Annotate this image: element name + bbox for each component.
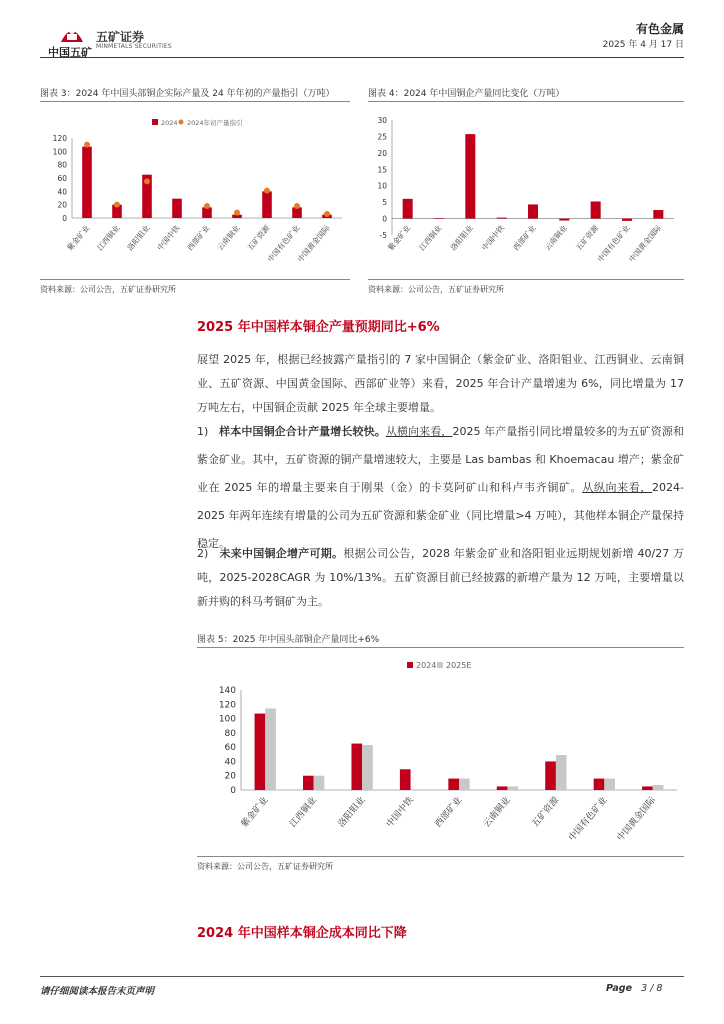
fig4-chart [368, 104, 684, 274]
bar-2024 [497, 786, 508, 790]
legend-swatch [179, 120, 184, 125]
category-label: 中国有色矿业 [567, 795, 610, 844]
category-label: 中国中铁 [155, 223, 182, 253]
fig5-source: 资料来源：公司公告，五矿证券研究所 [197, 862, 333, 871]
bar-2024 [303, 776, 314, 790]
point-1-horizontal-label: 从横向来看， [385, 425, 453, 438]
legend-swatch [437, 662, 443, 668]
category-label: 江西铜业 [417, 223, 444, 253]
y-tick-label: 100 [218, 714, 236, 725]
category-label: 中国黄金国际 [615, 795, 659, 844]
fig5-bottom-rule [197, 856, 684, 857]
guidance-dot [294, 203, 300, 209]
point-1-text-a: 2025 年产量指引同比增量较多的为五矿资源和紫金矿业。其中，五矿资源的铜产量增速较大，主要是 Las bambas 和 Khoemacau 增产；紫金矿业在 2025 年的增量主要来自于刚果（金）的卡莫阿矿山和科卢韦齐铜矿。 [197, 425, 684, 494]
guidance-dot [264, 188, 270, 194]
category-label: 西部矿业 [185, 223, 212, 253]
report-date: 2025 年 4 月 17 日 [602, 40, 684, 50]
legend-label: 2025E [446, 661, 472, 670]
fig4-caption: 图表 4：2024 年中国铜企产量同比变化（万吨） [368, 89, 565, 99]
category-label: 五矿资源 [530, 795, 562, 830]
bar-2024 [82, 147, 92, 218]
y-tick-label: 120 [218, 700, 236, 711]
category-label: 西部矿业 [511, 223, 538, 253]
bar-2025e [653, 785, 664, 790]
bar-2025e [556, 755, 567, 790]
y-tick-label: 140 [218, 686, 236, 696]
guidance-dot [204, 203, 210, 209]
guidance-dot [114, 202, 120, 208]
bar-2024 [448, 779, 459, 790]
bar-2024 [172, 199, 182, 218]
bar [497, 218, 507, 219]
category-label: 江西铜业 [95, 223, 122, 253]
point-1-vertical-label: 从纵向来看， [582, 481, 653, 494]
y-tick-label: 5 [382, 198, 387, 208]
fig3-bottom-rule [40, 279, 350, 280]
fig5-top-rule [197, 647, 684, 648]
bar [622, 219, 632, 221]
footer-page [606, 983, 662, 994]
guidance-dot [234, 210, 240, 216]
point-2-heading: 未来中国铜企增产可期。 [219, 547, 344, 560]
bar-2025e [459, 779, 470, 790]
bar-2024 [642, 786, 653, 790]
section1-intro: 展望 2025 年，根据已经披露产量指引的 7 家中国铜企（紫金矿业、洛阳钼业、江西铜业、云南铜业、五矿资源、中国黄金国际、西部矿业等）来看，2025 年合计产量增速为 6%，同比增量为 17 万吨左右，中国铜企贡献 2025 年全球主要增量。 [197, 353, 684, 414]
footer-page-number: 3 / 8 [641, 983, 663, 994]
point-1-text-b: 2024-2025 年两年连续有增量的公司为五矿资源和紫金矿业（同比增量>4 万吨），其他样本铜企产量保持稳定。 [197, 481, 684, 550]
point-1-heading: 样本中国铜企合计产量增长较快。 [219, 425, 386, 438]
bar-2024 [262, 191, 272, 218]
category-label: 云南铜业 [215, 223, 242, 253]
section-name: 有色金属 [635, 22, 684, 36]
category-label: 云南铜业 [481, 795, 513, 830]
brand-logo [58, 22, 86, 44]
point-2 [197, 542, 684, 614]
bar-2024 [400, 769, 411, 790]
legend-label: 2024 [161, 119, 178, 127]
fig3-source: 资料来源：公司公告，五矿证券研究所 [40, 285, 176, 294]
y-tick-label: 0 [230, 786, 236, 796]
footer-disclaimer: 请仔细阅读本报告末页声明 [40, 986, 155, 997]
footer-page-label: Page [606, 983, 633, 994]
footer-rule [40, 976, 684, 977]
fig3-chart [40, 104, 352, 274]
y-tick-label: 60 [57, 174, 67, 183]
y-tick-label: 0 [382, 214, 387, 224]
guidance-dot [324, 211, 330, 217]
fig3-top-rule [40, 101, 350, 102]
bar-2025e [265, 709, 276, 790]
parent-company: 中国五矿 [48, 46, 92, 59]
y-tick-label: 60 [224, 743, 236, 754]
category-label: 中国黄金国际 [295, 223, 332, 264]
fig4-bottom-rule [368, 279, 684, 280]
category-label: 中国有色矿业 [595, 223, 632, 264]
category-label: 五矿资源 [245, 223, 272, 253]
fig5-caption: 图表 5：2025 年中国头部铜企产量同比+6% [197, 635, 380, 645]
point-2-number: 2) [197, 547, 209, 560]
category-label: 五矿资源 [574, 223, 601, 253]
bar [403, 199, 413, 219]
section1-title: 2025 年中国样本铜企产量预期同比+6% [197, 320, 440, 335]
fig4-source: 资料来源：公司公告，五矿证券研究所 [368, 285, 504, 294]
y-tick-label: 0 [62, 214, 67, 223]
category-label: 江西铜业 [288, 795, 319, 830]
bar [591, 201, 601, 218]
bar [653, 210, 663, 219]
y-tick-label: 100 [52, 147, 67, 157]
point-1 [197, 418, 684, 558]
bar [434, 218, 444, 219]
category-label: 紫金矿业 [239, 795, 271, 830]
bar-2024 [545, 761, 556, 790]
y-tick-label: 25 [377, 132, 387, 142]
category-label: 中国有色矿业 [265, 223, 302, 264]
category-label: 紫金矿业 [65, 223, 92, 253]
category-label: 中国中铁 [480, 223, 507, 253]
fig3-caption: 图表 3：2024 年中国头部铜企实际产量及 24 年年初的产量指引（万吨） [40, 89, 335, 99]
bar [559, 219, 569, 221]
category-label: 洛阳钼业 [336, 795, 368, 830]
legend-label: 2024 [416, 661, 437, 670]
guidance-dot [144, 178, 150, 184]
category-label: 洛阳钼业 [125, 223, 152, 253]
bar-2024 [594, 779, 605, 790]
legend-label: 2024年初产量指引 [187, 119, 243, 127]
y-tick-label: 20 [377, 148, 387, 158]
y-tick-label: 80 [57, 160, 67, 170]
bar-2025e [314, 776, 325, 790]
minmetals-logo-icon [58, 22, 86, 44]
y-tick-label: -5 [379, 231, 387, 240]
category-label: 紫金矿业 [386, 223, 413, 253]
point-2-text: 根据公司公告，2028 年紫金矿业和洛阳钼业远期规划新增 40/27 万吨，2025-2028CAGR 为 10%/13%。五矿资源目前已经披露的新增产量为 12 万吨，主要增量以新并购的科马考铜矿为主。 [197, 547, 685, 608]
y-tick-label: 20 [57, 200, 67, 210]
category-label: 中国黄金国际 [627, 223, 663, 264]
category-label: 洛阳钼业 [448, 223, 475, 253]
bar-2024 [351, 744, 362, 790]
bar-2025e [362, 745, 373, 790]
fig5-chart [197, 652, 684, 852]
fig4-top-rule [368, 101, 684, 102]
point-1-number: 1) [197, 425, 209, 438]
y-tick-label: 30 [377, 116, 387, 125]
y-tick-label: 20 [224, 771, 236, 782]
brand-name-en: MINMETALS SECURITIES [96, 43, 172, 50]
category-label: 云南铜业 [542, 223, 569, 253]
y-tick-label: 40 [57, 187, 67, 197]
bar-2024 [255, 714, 266, 790]
legend-swatch [152, 119, 158, 125]
guidance-dot [84, 142, 90, 148]
y-tick-label: 15 [377, 165, 387, 175]
legend-swatch [407, 662, 413, 668]
bar [465, 134, 475, 218]
brand-name: 五矿证券 [96, 30, 145, 44]
category-label: 西部矿业 [433, 795, 465, 830]
y-tick-label: 80 [224, 728, 236, 739]
header-rule [40, 57, 684, 58]
bar-2025e [507, 786, 518, 790]
y-tick-label: 40 [224, 757, 236, 768]
y-tick-label: 10 [377, 181, 387, 191]
y-tick-label: 120 [52, 134, 67, 143]
category-label: 中国中铁 [385, 795, 416, 830]
bar-2025e [604, 779, 615, 790]
section2-title: 2024 年中国样本铜企成本同比下降 [197, 926, 407, 941]
bar [528, 204, 538, 218]
